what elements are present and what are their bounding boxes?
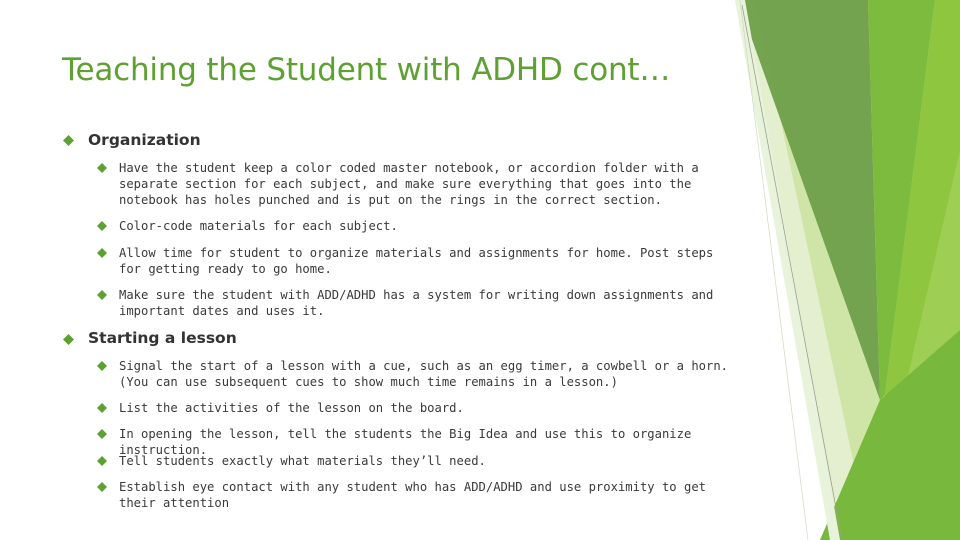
- list-item-text: Make sure the student with ADD/ADHD has a system for writing down assignments and important dates and uses it.: [119, 288, 714, 318]
- slide-title: Teaching the Student with ADHD cont…: [62, 52, 671, 88]
- list-item-text: Tell students exactly what materials they’ll need.: [119, 454, 486, 468]
- diamond-icon: [97, 361, 107, 371]
- list-item-text: Establish eye contact with any student who has ADD/ADHD and use proximity to get their attention: [119, 480, 706, 510]
- list-item-text: Allow time for student to organize materials and assignments for home. Post steps for getting ready to go home.: [119, 246, 714, 276]
- diamond-icon: [97, 456, 107, 466]
- diamond-icon: [63, 135, 73, 145]
- list-item-text: Signal the start of a lesson with a cue, such as an egg timer, a cowbell or a horn. (You can use subsequent cues to show much time remains in a lesson.): [119, 359, 729, 389]
- diamond-icon: [97, 403, 107, 413]
- diamond-icon: [97, 221, 107, 231]
- diamond-icon: [97, 248, 107, 258]
- diamond-icon: [97, 290, 107, 300]
- list-item-text: Have the student keep a color coded master notebook, or accordion folder with a separate section for each subject, and make sure everything that goes into the notebook has holes punched and is put on the rings in the correct section.: [119, 161, 699, 207]
- list-item-text: List the activities of the lesson on the board.: [119, 401, 464, 415]
- diamond-icon: [97, 482, 107, 492]
- diamond-icon: [63, 334, 73, 344]
- section-heading: Starting a lesson: [88, 329, 237, 347]
- diamond-icon: [97, 163, 107, 173]
- list-item-text: In opening the lesson, tell the students the Big Idea and use this to organize instruction.: [119, 427, 692, 457]
- section-heading: Organization: [88, 131, 201, 149]
- list-item-text: Color-code materials for each subject.: [119, 219, 398, 233]
- diamond-icon: [97, 429, 107, 439]
